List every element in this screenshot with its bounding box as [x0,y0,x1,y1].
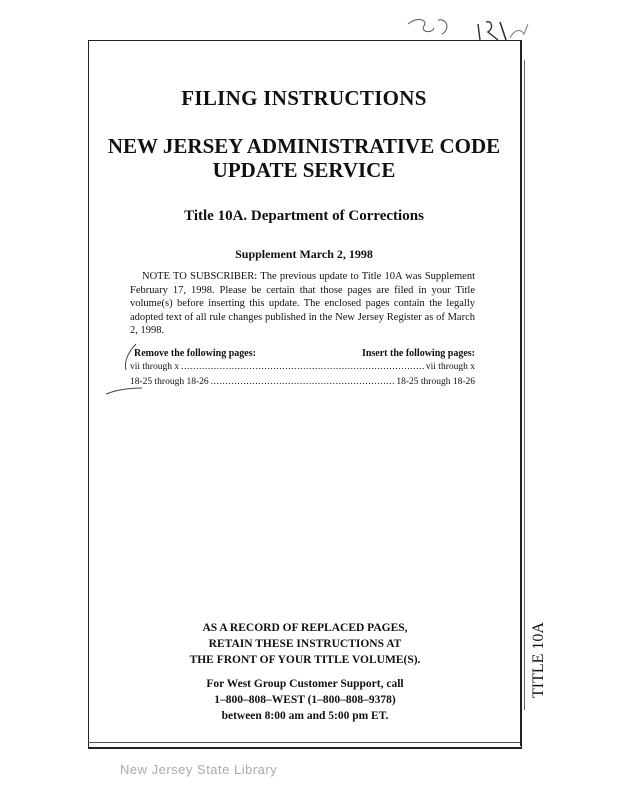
record-line: RETAIN THESE INSTRUCTIONS AT [208,638,402,650]
page-row [130,362,475,372]
title-tab-label: TITLE 10A [530,622,547,698]
code-title-line2: UPDATE SERVICE [212,158,396,182]
handwritten-check-mark [118,340,140,380]
library-stamp: New Jersey State Library [120,762,278,777]
page-row [130,377,475,387]
supplement-date: Supplement March 2, 1998 [235,247,373,261]
insert-range: vii through x [425,362,475,372]
remove-range: vii through x [130,362,180,372]
code-title [88,134,520,182]
remove-pages-header: Remove the following pages: [134,348,256,359]
support-phone: 1–800–808–WEST (1–800–808–9378) [214,694,396,706]
support-hours: between 8:00 am and 5:00 pm ET. [221,710,389,722]
dot-leader [181,362,424,372]
code-title-line1: NEW JERSEY ADMINISTRATIVE CODE [107,134,501,158]
title-tab [522,600,556,720]
insert-pages-header: Insert the following pages: [361,348,475,359]
record-line: AS A RECORD OF REPLACED PAGES, [202,622,408,634]
dot-leader [211,377,395,387]
remove-range: 18-25 through 18-26 [130,377,209,387]
record-line: THE FRONT OF YOUR TITLE VOLUME(S). [189,654,421,666]
page-title: FILING INSTRUCTIONS [181,86,427,110]
subscriber-note: NOTE TO SUBSCRIBER: The previous update to Title 10A was Supplement February 17, 1998. Please be certain that those pages are filed in your Title volume(s) before inserting this update. The enclosed pages contain the legally adopted text of all rule changes published in the New Jersey Register as of March 2, 1998. [130,271,475,337]
insert-range: 18-25 through 18-26 [396,377,475,387]
bottom-rule [88,742,522,743]
customer-support [160,676,450,724]
title-section: Title 10A. Department of Corrections [184,208,424,224]
record-instructions [160,620,450,668]
support-line: For West Group Customer Support, call [206,678,404,690]
handwritten-annotation [388,10,548,44]
